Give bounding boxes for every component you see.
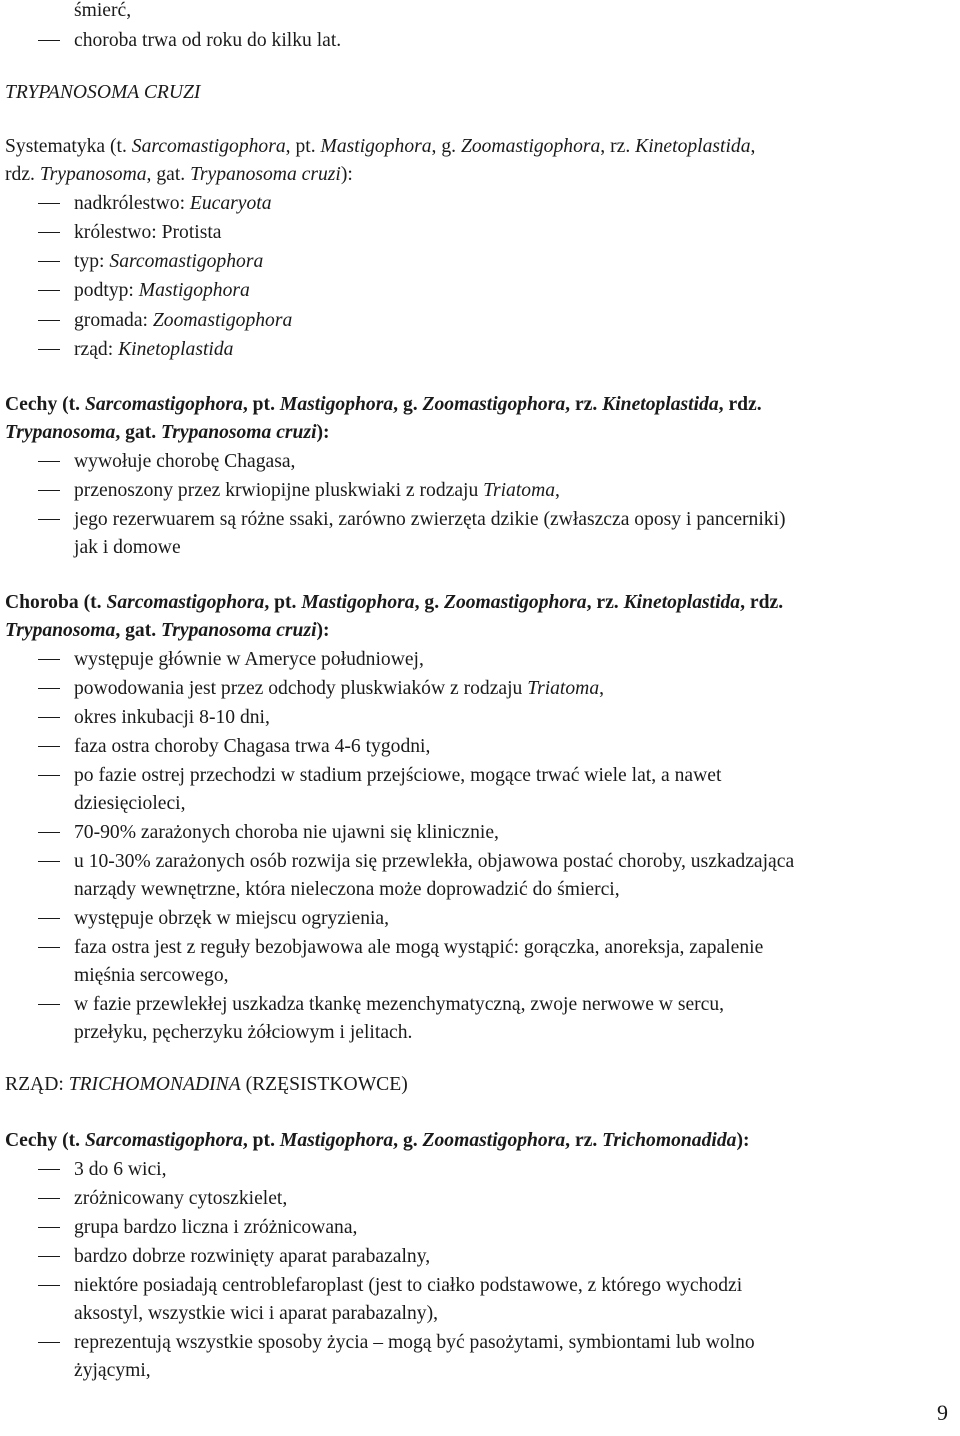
- dash-bullet: [38, 1256, 60, 1257]
- section-heading: TRYPANOSOMA CRUZI: [5, 82, 201, 103]
- list-item-text: okres inkubacji 8-10 dni,: [74, 707, 270, 728]
- list-item-text-cont: żyjącymi,: [74, 1360, 151, 1381]
- list-item-text: niektóre posiadają centroblefaroplast (jest to ciałko podstawowe, z którego wychodzi: [74, 1275, 743, 1296]
- list-item-text: powodowania jest przez odchody pluskwiaków z rodzaju Triatoma,: [74, 678, 605, 699]
- dash-bullet: [38, 290, 60, 291]
- taxonomy-item: typ: Sarcomastigophora: [74, 251, 264, 272]
- dash-bullet: [38, 232, 60, 233]
- dash-bullet: [38, 918, 60, 919]
- dash-bullet: [38, 746, 60, 747]
- dash-bullet: [38, 519, 60, 520]
- dash-bullet: [38, 1198, 60, 1199]
- dash-bullet: [38, 861, 60, 862]
- systematyka-heading-cont: rdz. Trypanosoma, gat. Trypanosoma cruzi):: [5, 164, 353, 185]
- list-item-text: występuje obrzęk w miejscu ogryzienia,: [74, 908, 390, 929]
- dash-bullet: [38, 203, 60, 204]
- list-item-text: 70-90% zarażonych choroba nie ujawni się klinicznie,: [74, 822, 499, 843]
- choroba-heading: Choroba (t. Sarcomastigophora, pt. Mastigophora, g. Zoomastigophora, rz. Kinetoplastida, rdz.: [5, 592, 784, 613]
- list-item-text: jego rezerwuarem są różne ssaki, zarówno zwierzęta dzikie (zwłaszcza oposy i pancerniki): [74, 509, 786, 530]
- list-item-text: 3 do 6 wici,: [74, 1159, 167, 1180]
- list-item-text: wywołuje chorobę Chagasa,: [74, 451, 296, 472]
- list-item-text: reprezentują wszystkie sposoby życia – mogą być pasożytami, symbiontami lub wolno: [74, 1332, 755, 1353]
- list-item-text-cont: przełyku, pęcherzyku żółciowym i jelitach.: [74, 1022, 413, 1043]
- list-item-text-cont: mięśnia sercowego,: [74, 965, 229, 986]
- list-item-text: faza ostra jest z reguły bezobjawowa ale mogą wystąpić: gorączka, anoreksja, zapalenie: [74, 937, 764, 958]
- list-item-text: występuje głównie w Ameryce południowej,: [74, 649, 424, 670]
- dash-bullet: [38, 1285, 60, 1286]
- list-item-text-cont: aksostyl, wszystkie wici i aparat parabazalny),: [74, 1303, 438, 1324]
- list-item-text-cont: dziesięcioleci,: [74, 793, 186, 814]
- list-item-text: bardzo dobrze rozwinięty aparat parabazalny,: [74, 1246, 431, 1267]
- taxonomy-item: nadkrólestwo: Eucaryota: [74, 193, 272, 214]
- taxonomy-item: podtyp: Mastigophora: [74, 280, 250, 301]
- list-item-text: faza ostra choroby Chagasa trwa 4-6 tygodni,: [74, 736, 431, 757]
- dash-bullet: [38, 1004, 60, 1005]
- dash-bullet: [38, 688, 60, 689]
- dash-bullet: [38, 659, 60, 660]
- taxonomy-item: królestwo: Protista: [74, 222, 222, 243]
- choroba-heading-cont: Trypanosoma, gat. Trypanosoma cruzi):: [5, 620, 330, 641]
- list-item-text-cont: narządy wewnętrzne, która nieleczona może doprowadzić do śmierci,: [74, 879, 620, 900]
- systematyka-heading: Systematyka (t. Sarcomastigophora, pt. Mastigophora, g. Zoomastigophora, rz. Kinetoplastida,: [5, 136, 756, 157]
- dash-bullet: [38, 320, 60, 321]
- list-item-text: przenoszony przez krwiopijne pluskwiaki z rodzaju Triatoma,: [74, 480, 560, 501]
- cechy-heading-cont: Trypanosoma, gat. Trypanosoma cruzi):: [5, 422, 330, 443]
- dash-bullet: [38, 490, 60, 491]
- dash-bullet: [38, 40, 60, 41]
- dash-bullet: [38, 775, 60, 776]
- taxonomy-item: rząd: Kinetoplastida: [74, 339, 234, 360]
- dash-bullet: [38, 461, 60, 462]
- dash-bullet: [38, 261, 60, 262]
- dash-bullet: [38, 1169, 60, 1170]
- cechy-heading: Cechy (t. Sarcomastigophora, pt. Mastigophora, g. Zoomastigophora, rz. Kinetoplastida, rdz.: [5, 394, 762, 415]
- list-item-text: śmierć,: [74, 0, 132, 21]
- list-item-text-cont: jak i domowe: [74, 537, 181, 558]
- dash-bullet: [38, 1342, 60, 1343]
- cechy-heading-trichomonadina: Cechy (t. Sarcomastigophora, pt. Mastigophora, g. Zoomastigophora, rz. Trichomonadida):: [5, 1130, 750, 1151]
- dash-bullet: [38, 1227, 60, 1228]
- page-number: 9: [937, 1400, 948, 1425]
- dash-bullet: [38, 832, 60, 833]
- list-item-text: choroba trwa od roku do kilku lat.: [74, 30, 342, 51]
- dash-bullet: [38, 717, 60, 718]
- list-item-text: u 10-30% zarażonych osób rozwija się przewlekła, objawowa postać choroby, uszkadzająca: [74, 851, 795, 872]
- list-item-text: grupa bardzo liczna i zróżnicowana,: [74, 1217, 358, 1238]
- dash-bullet: [38, 947, 60, 948]
- section-heading-trichomonadina: RZĄD: TRICHOMONADINA (RZĘSISTKOWCE): [5, 1074, 408, 1095]
- dash-bullet: [38, 349, 60, 350]
- taxonomy-item: gromada: Zoomastigophora: [74, 310, 293, 331]
- list-item-text: zróżnicowany cytoszkielet,: [74, 1188, 288, 1209]
- list-item-text: po fazie ostrej przechodzi w stadium przejściowe, mogące trwać wiele lat, a nawet: [74, 765, 722, 786]
- list-item-text: w fazie przewlekłej uszkadza tkankę mezenchymatyczną, zwoje nerwowe w sercu,: [74, 994, 725, 1015]
